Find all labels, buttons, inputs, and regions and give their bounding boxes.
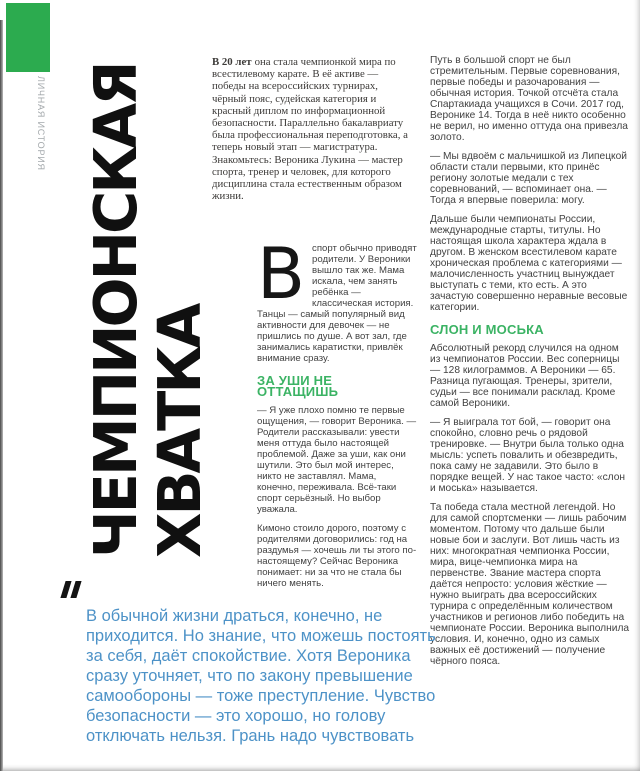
paragraph: Та победа стала местной легендой. Но для самой спортсменки — лишь рабочим моментом. Потому что дальше были новые бои и заслуги. Вот лишь часть из них: многократная чемпионка России, мира, вице-чемпионка мира на первенстве. Звание мастера спорта даётся непросто: условия жёсткие — нужно выиграть два всероссийских турнира с определённым количеством участников и регионов либо победить на чемпионате России. Вероника выполнила условия. И, конечно, одно из самых важных её достижений — получение чёрного пояса. xyxy=(430,502,630,667)
paragraph-text: спорт обычно приводят родители. У Вероники вышло так же. Мама искала, чем занять ребёнка — классическая история. Танцы — самый популярный вид активности для девочек — не пришлись по душе. А вот зал, где занимались каратистки, привлёк внимание сразу. xyxy=(257,243,417,364)
quote-stroke xyxy=(70,581,81,598)
column-right xyxy=(430,55,630,675)
headline-vertical xyxy=(81,56,214,558)
headline-line-1: ЧЕМПИОНСКАЯ xyxy=(81,63,150,558)
column-middle xyxy=(257,233,417,597)
headline-line-2: ХВАТКА xyxy=(145,305,214,558)
paragraph: — Я уже плохо помню те первые ощущения, — говорит Вероника. — Родители рассказывали: увести меня оттуда было настоящей проблемой. Даже за уши, как они шутили. Это был мой интерес, никто не заставлял. Мама, конечно, переживала. Всё-таки спорт серьёзный. Но выбор уважала. xyxy=(257,405,417,515)
brand-green-square xyxy=(6,3,50,72)
paragraph: — Я выиграла тот бой, — говорит она спокойно, словно речь о рядовой тренировке. — Внутри была только одна мысль: успеть повалить и обезвредить, пока саму не задавили. Это было в порядке вещей. У нас такое часто: «слон и моська» называется. xyxy=(430,417,626,494)
subheading-slon-i-moska: СЛОН И МОСЬКА xyxy=(430,322,544,337)
section-kicker: ЛИЧНАЯ ИСТОРИЯ xyxy=(36,76,46,171)
paragraph: Кимоно стоило дорого, поэтому с родителями договорились: год на раздумья — хочешь ли ты этого по-настоящему? Сейчас Вероника понимает: ни за что не стала бы ничего менять. xyxy=(257,523,417,589)
paragraph: — Мы вдвоём с мальчишкой из Липецкой области стали первыми, кто принёс региону золотые медали с тех соревнований, — вспоминает она. — Тогда я впервые поверила: могу. xyxy=(430,151,627,206)
paragraph-dropcap xyxy=(257,233,417,364)
page-edge-shadow xyxy=(0,20,3,771)
pull-quote: В обычной жизни драться, конечно, не приходится. Но знание, что можешь постоять за себя, даёт спокойствие. Хотя Вероника сразу уточняет, что по закону превышение самообороны — тоже преступление. Чувство безопасности — это хорошо, но голову отключать нельзя. Грань надо чувствовать xyxy=(86,607,436,745)
paragraph: Абсолютный рекорд случился на одном из чемпионатов России. Вес соперницы — 128 килограммов. А Вероники — 65. Разница пугающая. Тренеры, зрители, судьи — все понимали расклад. Кроме самой Вероники. xyxy=(430,343,620,409)
paragraph: Дальше были чемпионаты России, международные старты, титулы. Но настоящая школа характера ждала в другом. В женском всестилевом карате хроническая проблема с категориями — малочисленность участниц вынуждает выступать с теми, кто есть. А это зачастую совершенно неравные весовые категории. xyxy=(430,214,628,313)
lead-bold-intro: В 20 лет xyxy=(212,56,252,68)
lead-paragraph xyxy=(212,56,408,202)
paragraph: Путь в большой спорт не был стремительным. Первые соревнования, первые победы и разочарования — обычная история. Точкой отсчёта стала Спартакиада учащихся в Сочи. 2017 год, Веронике 14. Тогда в неё никто особенно не верил, но именно оттуда она привезла золото. xyxy=(430,55,628,143)
drop-cap-letter: В xyxy=(257,233,306,315)
lead-text: она стала чемпионкой мира по всестилевому карате. В её активе — победы на всероссийских турнирах, чёрный пояс, судейская категория и красный диплом по информационной безопасности. Параллельно бакалавриату была профессиональная переподготовка, а теперь новый этап — магистратура. Знакомьтесь: Вероника Лукина — мастер спорта, тренер и человек, для которого дисциплина стала естественным образом жизни. xyxy=(212,56,408,203)
subheading-za-ushi: ЗА УШИ НЕ ОТТАЩИШЬ xyxy=(257,373,339,399)
quote-mark-icon xyxy=(63,581,85,599)
